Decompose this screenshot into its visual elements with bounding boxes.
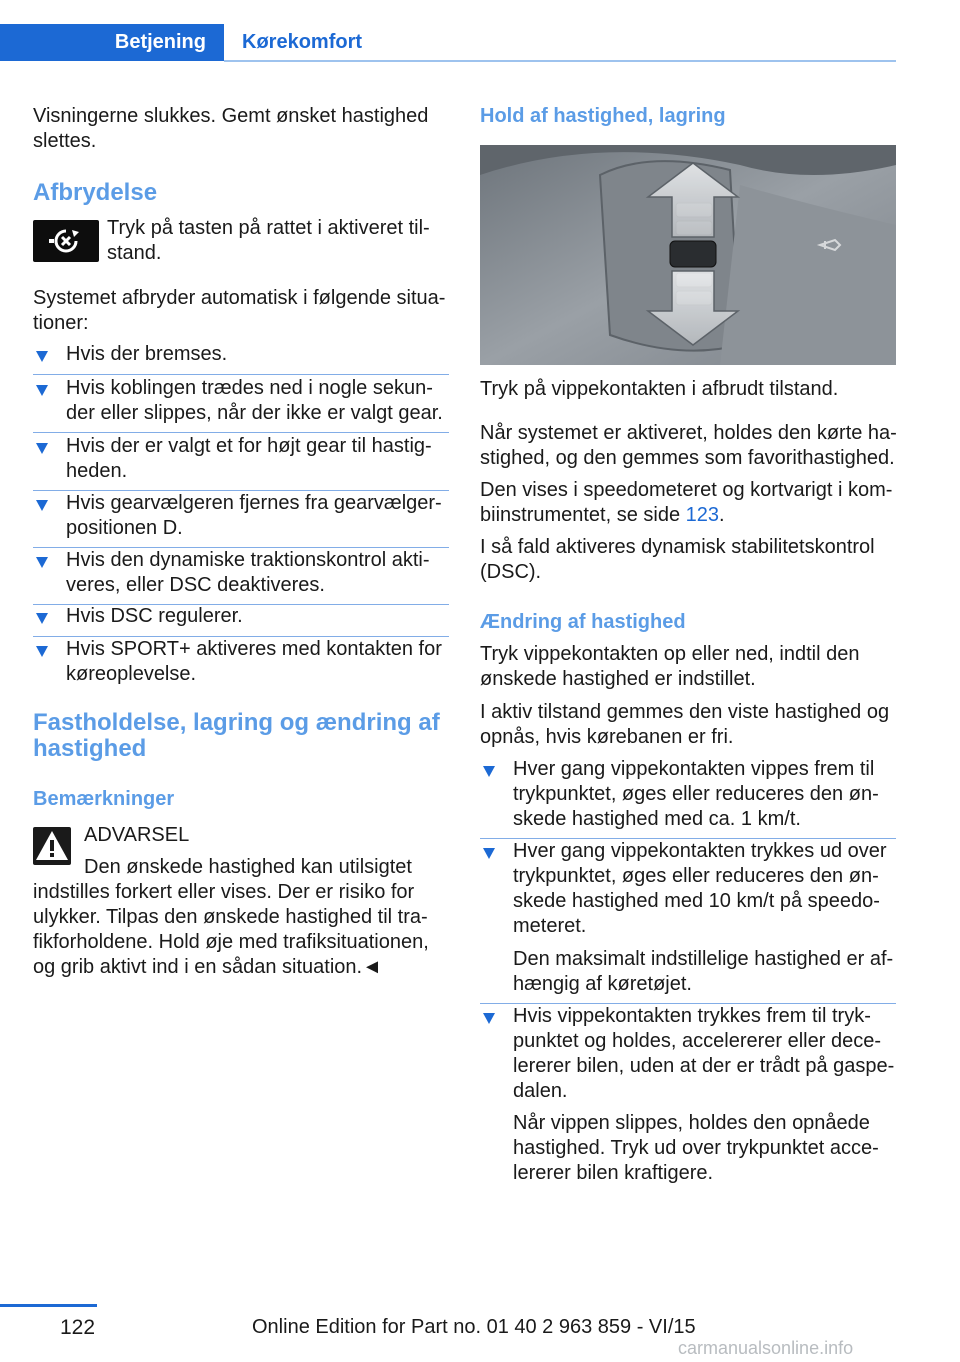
change-title: Ændring af hastighed xyxy=(480,611,686,633)
bullet-arrow-icon xyxy=(36,500,48,511)
section-title-afbrydelse: Afbrydelse xyxy=(33,179,158,206)
auto-text-line-1: Systemet afbryder automatisk i følgende situa- xyxy=(33,287,446,309)
rb2-extra-line-2: hængig af køretøjet. xyxy=(513,973,692,995)
bullet-7-line-1: Hvis SPORT+ aktiveres med kontakten for xyxy=(66,638,442,660)
intro-line-2: slettes. xyxy=(33,130,97,152)
bullet-3-line-1: Hvis der er valgt et for højt gear til hastig- xyxy=(66,435,432,457)
section-title-fastholdelse-2: hastighed xyxy=(33,735,147,762)
icon-text-line-1: Tryk på tasten på rattet i aktiveret til- xyxy=(107,217,430,239)
warning-label: ADVARSEL xyxy=(84,824,190,846)
bullet-7-line-2: køreoplevelse. xyxy=(66,663,197,685)
rb3-extra-line-3: lererer bilen kraftigere. xyxy=(513,1162,714,1184)
warning-text-line-3: ulykker. Tilpas den ønskede hastighed til tra- xyxy=(33,906,428,928)
p4-line-1: I så fald aktiveres dynamisk stabilitetskontrol xyxy=(480,536,875,558)
bullet-4-line-2: positionen D. xyxy=(66,517,183,539)
icon-text-line-2: stand. xyxy=(107,242,162,264)
bullet-6: Hvis DSC regulerer. xyxy=(66,605,243,627)
p6-line-1: I aktiv tilstand gemmes den viste hastighed og xyxy=(480,701,890,723)
bullet-arrow-icon xyxy=(36,613,48,624)
p2-line-1: Når systemet er aktiveret, holdes den kørte ha- xyxy=(480,422,897,444)
p3-period: . xyxy=(719,504,725,526)
tab-betjening[interactable] xyxy=(0,24,224,61)
rb2-line-3: skede hastighed med 10 km/t på speedo- xyxy=(513,890,880,912)
bullet-2-line-2: der eller slippes, når der ikke er valgt gear. xyxy=(66,402,443,424)
tab-korekomfort[interactable] xyxy=(224,24,362,61)
bullet-arrow-icon xyxy=(483,1013,495,1024)
rb3-line-3: lererer bilen, uden at der er trådt på gaspe- xyxy=(513,1055,895,1077)
notes-title: Bemærkninger xyxy=(33,788,175,810)
p6-line-2: opnås, hvis kørebanen er fri. xyxy=(480,726,734,748)
warning-text-line-1: Den ønskede hastighed kan utilsigtet xyxy=(84,856,412,878)
tab-korekomfort-label: Kørekomfort xyxy=(242,31,363,53)
rb1-line-1: Hver gang vippekontakten vippes frem til xyxy=(513,758,875,780)
bullet-1: Hvis der bremses. xyxy=(66,343,228,365)
bullet-arrow-icon xyxy=(36,385,48,396)
p3-text: biinstrumentet, se side xyxy=(480,504,686,526)
steering-wheel-rocker-image xyxy=(480,145,896,365)
bullet-arrow-icon xyxy=(36,646,48,657)
bullet-arrow-icon xyxy=(483,848,495,859)
rb3-extra-line-2: hastighed. Tryk ud over trykpunktet acce- xyxy=(513,1137,879,1159)
footer-rule xyxy=(0,1304,97,1307)
page-link-123[interactable]: 123 xyxy=(685,504,720,526)
bullet-arrow-icon xyxy=(36,351,48,362)
header-rule xyxy=(224,60,896,62)
warning-text-line-2: indstilles forkert eller vises. Der er risiko for xyxy=(33,881,415,903)
rb1-line-2: trykpunktet, øges eller reduceres den øn- xyxy=(513,783,879,805)
cruise-cancel-button-icon xyxy=(33,220,99,262)
bullet-5-line-2: veres, eller DSC deaktiveres. xyxy=(66,574,325,596)
bullet-2-line-1: Hvis koblingen trædes ned i nogle sekun- xyxy=(66,377,433,399)
watermark: carmanualsonline.info xyxy=(678,1338,854,1358)
warning-icon xyxy=(33,827,71,865)
p3-line-1: Den vises i speedometeret og kortvarigt i kom- xyxy=(480,479,893,501)
p1: Tryk på vippekontakten i afbrudt tilstand. xyxy=(480,378,839,400)
rb1-line-3: skede hastighed med ca. 1 km/t. xyxy=(513,808,801,830)
rb3-line-2: punktet og holdes, accelererer eller dece- xyxy=(513,1030,881,1052)
bullet-4-line-1: Hvis gearvælgeren fjernes fra gearvælger- xyxy=(66,492,442,514)
rb3-line-1: Hvis vippekontakten trykkes frem til tryk- xyxy=(513,1005,871,1027)
rb2-line-2: trykpunktet, øges eller reduceres den øn- xyxy=(513,865,879,887)
p5-line-2: ønskede hastighed er indstillet. xyxy=(480,668,756,690)
edition-text: Online Edition for Part no. 01 40 2 963 859 - VI/15 xyxy=(252,1316,696,1338)
page-number: 122 xyxy=(60,1316,96,1339)
tab-betjening-label: Betjening xyxy=(114,31,206,53)
rb2-line-4: meteret. xyxy=(513,915,587,937)
intro-line-1: Visningerne slukkes. Gemt ønsket hastighed xyxy=(33,105,429,127)
auto-text-line-2: tioner: xyxy=(33,312,89,334)
bullet-arrow-icon xyxy=(483,766,495,777)
bullet-5-line-1: Hvis den dynamiske traktionskontrol akti- xyxy=(66,549,430,571)
bullet-3-line-2: heden. xyxy=(66,460,128,482)
p3-line-2 xyxy=(480,503,725,528)
bullet-arrow-icon xyxy=(36,443,48,454)
rb3-line-4: dalen. xyxy=(513,1080,568,1102)
divider xyxy=(33,374,449,375)
section-title-fastholdelse-1: Fastholdelse, lagring og ændring af xyxy=(33,709,440,736)
warning-text-line-5: og grib aktivt ind i en sådan situation.◄ xyxy=(33,956,382,978)
hold-title: Hold af hastighed, lagring xyxy=(480,105,726,127)
rb2-extra-line-1: Den maksimalt indstillelige hastighed er af- xyxy=(513,948,894,970)
divider xyxy=(33,432,449,433)
p4-line-2: (DSC). xyxy=(480,561,542,583)
p2-line-2: stighed, og den gemmes som favorithastighed. xyxy=(480,447,895,469)
rb3-extra-line-1: Når vippen slippes, holdes den opnåede xyxy=(513,1112,870,1134)
bullet-arrow-icon xyxy=(36,557,48,568)
page-header xyxy=(0,0,960,62)
p5-line-1: Tryk vippekontakten op eller ned, indtil den xyxy=(480,643,860,665)
rb2-line-1: Hver gang vippekontakten trykkes ud over xyxy=(513,840,887,862)
warning-text-line-4: fikforholdene. Hold øje med trafiksituationen, xyxy=(33,931,429,953)
